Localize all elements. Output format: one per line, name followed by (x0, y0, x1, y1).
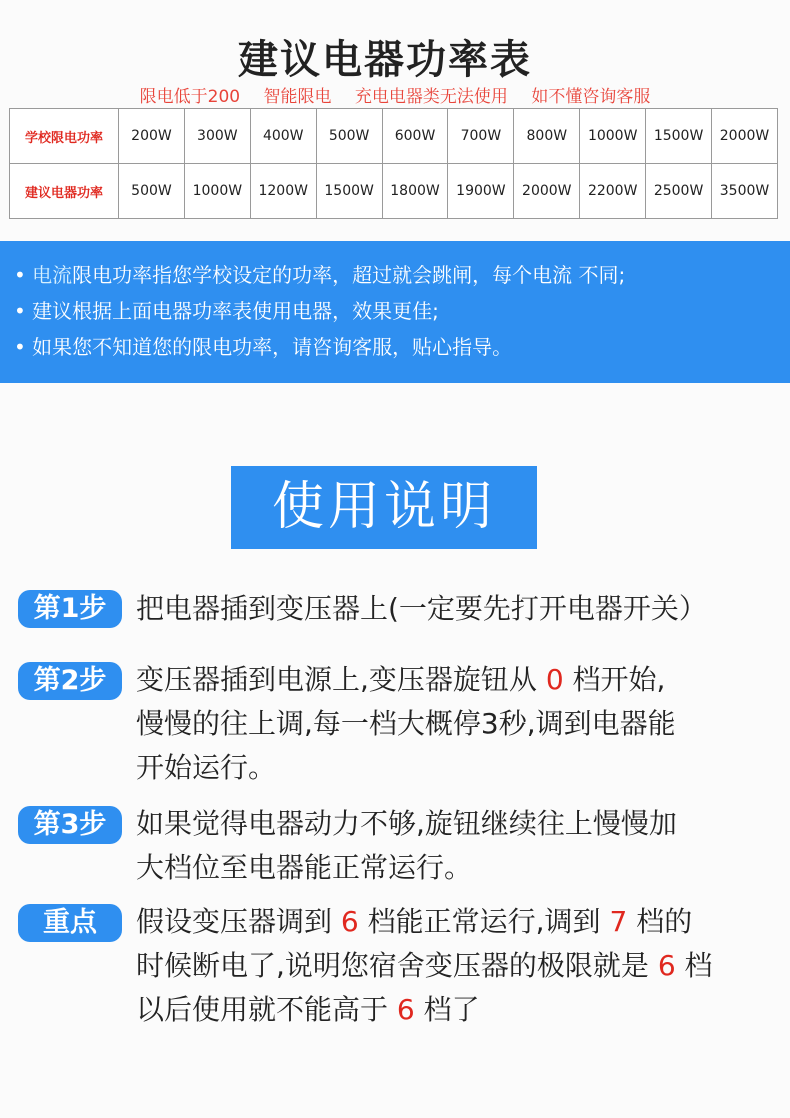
highlight-number: 6 (396, 993, 415, 1026)
key-point-badge: 重点 (18, 904, 122, 942)
table-cell: 700W (448, 109, 514, 164)
text-span: 假设变压器调到 (136, 905, 333, 938)
table-cell: 500W (316, 109, 382, 164)
step-2-text (136, 658, 776, 790)
highlight-number: 7 (609, 905, 628, 938)
subtitle-item: 如不懂咨询客服 (531, 87, 651, 107)
table-cell: 400W (250, 109, 316, 164)
subtitle-item: 充电电器类无法使用 (354, 87, 508, 107)
text-span: 档 (684, 949, 713, 982)
subtitle-item: 限电低于200 (139, 87, 241, 107)
table-cell: 2200W (580, 164, 646, 219)
table-cell: 200W (119, 109, 185, 164)
table-cell: 1500W (646, 109, 712, 164)
step-3-badge: 第3步 (18, 806, 122, 844)
text-span: 档了 (423, 993, 480, 1026)
table-cell: 3500W (712, 164, 778, 219)
subtitle-item: 智能限电 (263, 87, 332, 107)
text-line (136, 944, 776, 988)
table-cell: 1000W (580, 109, 646, 164)
text-span: 以后使用就不能高于 (136, 993, 389, 1026)
step-2-badge: 第2步 (18, 662, 122, 700)
note-item (14, 293, 790, 329)
bullet-icon: • (14, 299, 33, 323)
table-cell: 1000W (184, 164, 250, 219)
note-text: 如果您不知道您的限电功率，请咨询客服，贴心指导。 (32, 335, 513, 359)
table-cell: 2000W (712, 109, 778, 164)
text-line (136, 988, 776, 1032)
text-line (136, 658, 776, 702)
step-1-text: 把电器插到变压器上(一定要先打开电器开关） (136, 592, 707, 625)
table-cell: 300W (184, 109, 250, 164)
highlight-number: 0 (545, 663, 564, 696)
power-table (9, 108, 778, 219)
table-cell: 600W (382, 109, 448, 164)
note-lead: 电流 (32, 263, 73, 287)
text-span: 档的 (636, 905, 693, 938)
table-row-suggested (10, 164, 778, 219)
table-cell: 1200W (250, 164, 316, 219)
key-point-text (136, 900, 776, 1032)
notes-box (0, 241, 790, 383)
highlight-number: 6 (657, 949, 676, 982)
table-cell: 800W (514, 109, 580, 164)
bullet-icon: • (14, 263, 33, 287)
text-span: 档开始, (572, 663, 666, 696)
highlight-number: 6 (340, 905, 359, 938)
row-label: 建议电器功率 (10, 164, 119, 219)
table-cell: 2000W (514, 164, 580, 219)
text-line (136, 900, 776, 944)
table-cell: 500W (119, 164, 185, 219)
table-row-school-limit (10, 109, 778, 164)
note-text: 限电功率指您学校设定的功率，超过就会跳闸，每个电流 不同; (72, 263, 626, 287)
text-line: 大档位至电器能正常运行。 (136, 851, 473, 884)
table-cell: 1500W (316, 164, 382, 219)
page-title: 建议电器功率表 (238, 37, 532, 83)
note-item (14, 257, 790, 293)
section-heading: 使用说明 (231, 466, 537, 549)
table-cell: 1800W (382, 164, 448, 219)
table-cell: 2500W (646, 164, 712, 219)
text-span: 变压器插到电源上,变压器旋钮从 (136, 663, 537, 696)
text-span: 时候断电了,说明您宿舍变压器的极限就是 (136, 949, 649, 982)
bullet-icon: • (14, 335, 33, 359)
text-line: 开始运行。 (136, 751, 277, 784)
note-item (14, 329, 790, 365)
table-cell: 1900W (448, 164, 514, 219)
subtitle (0, 82, 790, 107)
note-text: 建议根据上面电器功率表使用电器，效果更佳; (32, 299, 439, 323)
text-line: 如果觉得电器动力不够,旋钮继续往上慢慢加 (136, 807, 677, 840)
text-line: 慢慢的往上调,每一档大概停3秒,调到电器能 (136, 707, 676, 740)
row-label: 学校限电功率 (10, 109, 119, 164)
step-1-badge: 第1步 (18, 590, 122, 628)
step-3-text (136, 802, 776, 890)
text-span: 档能正常运行,调到 (367, 905, 601, 938)
